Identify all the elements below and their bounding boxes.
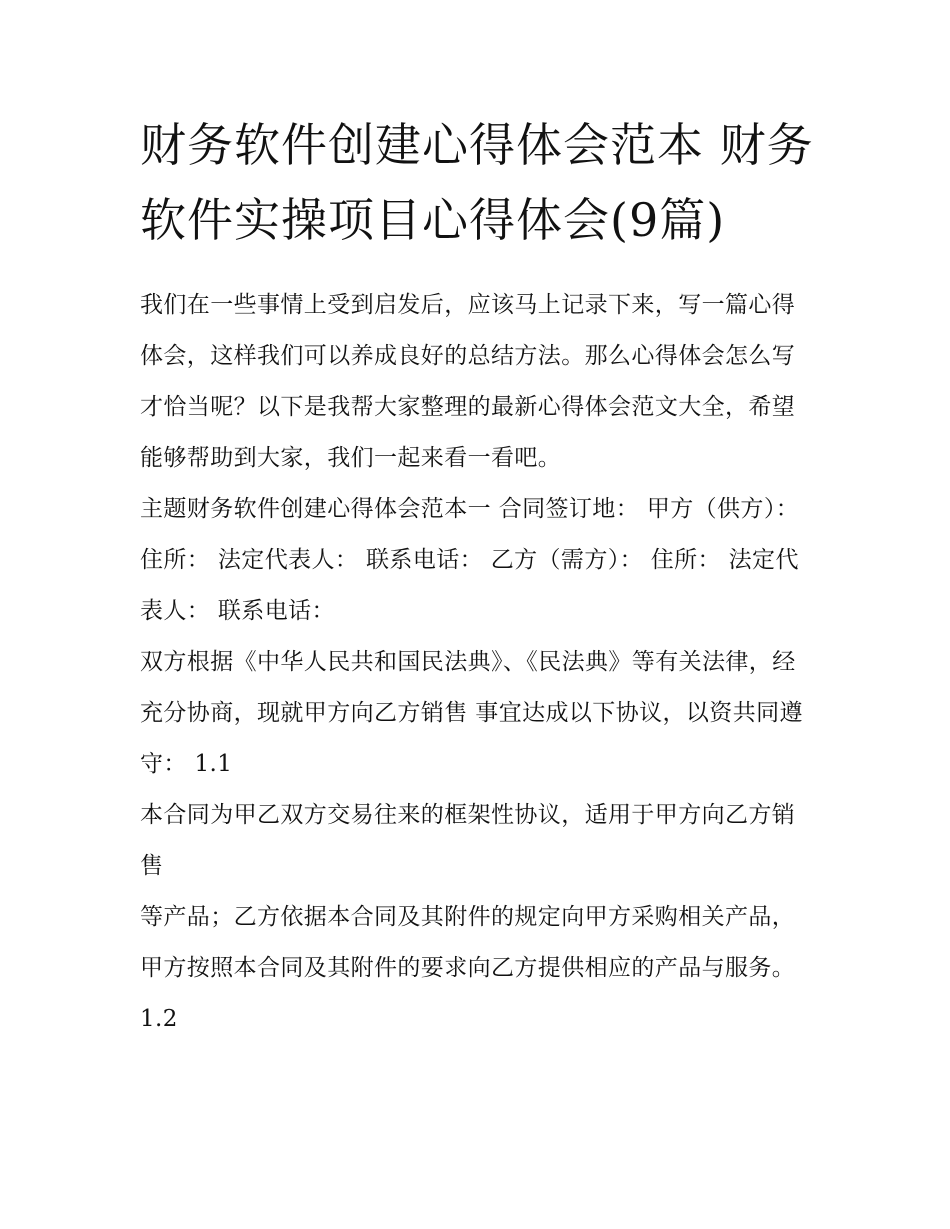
- contract-products-paragraph: 等产品；乙方依据本合同及其附件的规定向甲方采购相关产品，甲方按照本合同及其附件的要求向乙方提供相应的产品与服务。 1.2: [140, 904, 796, 1032]
- document-title: 财务软件创建心得体会范本 财务软件实操项目心得体会(9篇): [140, 118, 814, 247]
- document-page: [140, 108, 815, 1045]
- contract-scope-paragraph: 本合同为甲乙双方交易往来的框架性协议，适用于甲方向乙方销售: [140, 802, 796, 879]
- contract-basis-paragraph: 双方根据《中华人民共和国民法典》、《民法典》等有关法律，经充分协商，现就甲方向乙方销售 事宜达成以下协议，以资共同遵守： 1.1: [140, 649, 803, 777]
- contract-parties-paragraph: 主题财务软件创建心得体会范本一 合同签订地： 甲方（供方）： 住所： 法定代表人： 联系电话： 乙方（需方）： 住所： 法定代表人： 联系电话：: [140, 496, 800, 624]
- intro-paragraph: 我们在一些事情上受到启发后，应该马上记录下来，写一篇心得体会，这样我们可以养成良好的总结方法。那么心得体会怎么写才恰当呢？以下是我帮大家整理的最新心得体会范文大全，希望能够帮助到大家，我们一起来看一看吧。: [140, 292, 796, 471]
